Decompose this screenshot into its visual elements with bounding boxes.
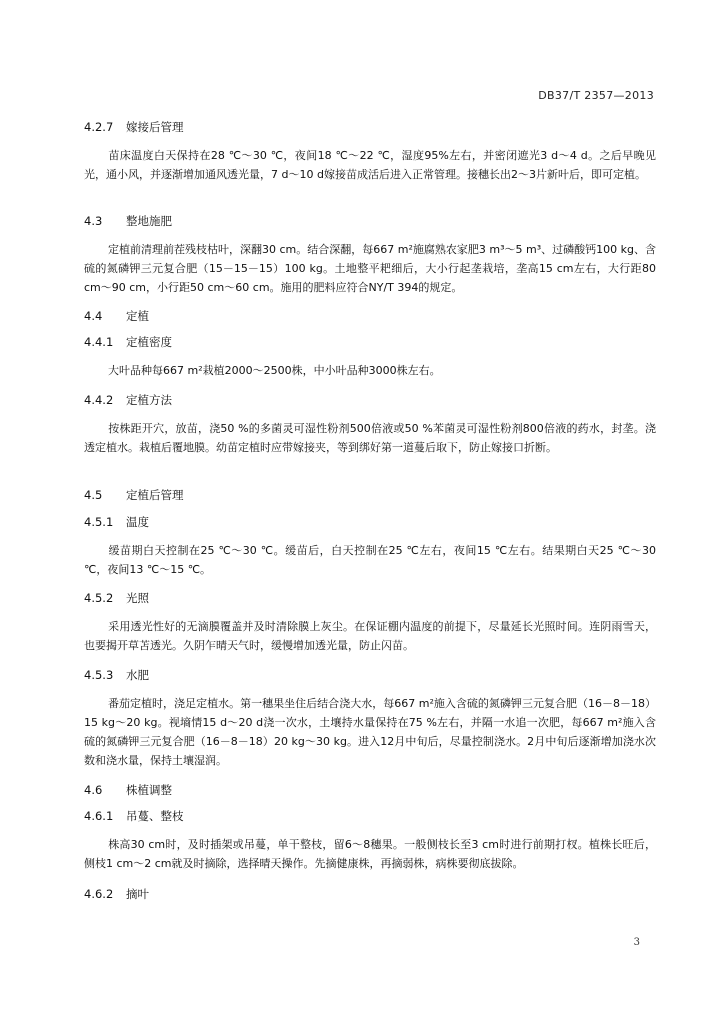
section-number: 4.5.3 [84, 668, 114, 682]
section-number: 4.2.7 [84, 120, 114, 134]
section-number: 4.5 [84, 488, 103, 502]
section-number: 4.4.2 [84, 393, 114, 407]
section-title: 整地施肥 [126, 214, 172, 228]
section-paragraph [84, 541, 656, 579]
page-number: 3 [633, 937, 640, 948]
section-number: 4.3 [84, 214, 103, 228]
section-title: 嫁接后管理 [126, 120, 184, 134]
paragraph-text: 采用透光性好的无滴膜覆盖并及时清除膜上灰尘。在保证棚内温度的前提下，尽量延长光照时间。连阴雨雪天，也要揭开草苫透光。久阴乍晴天气时，缓慢增加透光量，防止闪苗。 [84, 620, 656, 652]
section-heading [84, 808, 184, 824]
paragraph-text: 番茄定植时，浇足定植水。第一穗果坐住后结合浇大水，每667 m²施入含硫的氮磷钾三元复合肥（16－8－18）15 kg～20 kg。视墒情15 d～20 d浇一次水，土壤持水量保持在75 %左右，并隔一水追一次肥，每667 m²施入含硫的氮磷钾三元复合肥（16－8－18）20 kg～30 kg。进入12月中旬后，尽量控制浇水。2月中旬后逐渐增加浇水次数和浇水量，保持土壤湿润。 [84, 697, 656, 767]
section-paragraph [84, 361, 656, 380]
section-paragraph [84, 146, 656, 184]
section-number: 4.5.1 [84, 515, 114, 529]
section-heading [84, 782, 172, 798]
section-number: 4.6.2 [84, 887, 114, 901]
section-title: 吊蔓、整枝 [126, 809, 184, 823]
section-heading [84, 213, 172, 229]
section-heading [84, 667, 149, 683]
paragraph-text: 大叶品种每667 m²栽植2000～2500株，中小叶品种3000株左右。 [108, 364, 441, 377]
section-title: 定植方法 [126, 393, 172, 407]
section-title: 株植调整 [126, 783, 172, 797]
section-heading [84, 119, 184, 135]
section-paragraph [84, 694, 656, 770]
section-heading [84, 590, 149, 606]
section-heading [84, 487, 184, 503]
section-number: 4.4 [84, 309, 103, 323]
section-paragraph [84, 617, 656, 655]
paragraph-text: 定植前清理前茬残枝枯叶，深翻30 cm。结合深翻，每667 m²施腐熟农家肥3 m³～5 m³、过磷酸钙100 kg、含硫的氮磷钾三元复合肥（15－15－15）100 kg。土地整平耙细后，大小行起垄栽培，垄高15 cm左右，大行距80 cm～90 cm，小行距50 cm～60 cm。施用的肥料应符合NY/T 394的规定。 [84, 243, 656, 294]
section-title: 定植密度 [126, 335, 172, 349]
standard-code: DB37/T 2357—2013 [538, 89, 654, 102]
section-title: 定植 [126, 309, 149, 323]
section-title: 摘叶 [126, 887, 149, 901]
section-heading [84, 392, 172, 408]
section-paragraph [84, 835, 656, 873]
section-title: 温度 [126, 515, 149, 529]
section-paragraph [84, 419, 656, 457]
section-title: 水肥 [126, 668, 149, 682]
section-title: 定植后管理 [126, 488, 184, 502]
section-heading [84, 334, 172, 350]
section-heading [84, 308, 149, 324]
section-heading [84, 886, 149, 902]
section-title: 光照 [126, 591, 149, 605]
paragraph-text: 株高30 cm时，及时插架或吊蔓，单干整枝，留6～8穗果。一般侧枝长至3 cm时进行前期打杈。植株长旺后，侧枝1 cm～2 cm就及时摘除，选择晴天操作。先摘健康株，再摘弱株，病株要彻底拔除。 [84, 838, 656, 870]
paragraph-text: 苗床温度白天保持在28 ℃～30 ℃，夜间18 ℃～22 ℃，湿度95%左右，并密闭遮光3 d～4 d。之后早晚见光，通小风，并逐渐增加通风透光量，7 d～10 d嫁接苗成活后进入正常管理。接穗长出2～3片新叶后，即可定植。 [84, 149, 656, 181]
section-number: 4.6.1 [84, 809, 114, 823]
section-paragraph [84, 240, 656, 297]
section-number: 4.5.2 [84, 591, 114, 605]
section-heading [84, 514, 149, 530]
paragraph-text: 缓苗期白天控制在25 ℃～30 ℃。缓苗后，白天控制在25 ℃左右，夜间15 ℃左右。结果期白天25 ℃～30 ℃，夜间13 ℃～15 ℃。 [84, 544, 656, 576]
section-number: 4.4.1 [84, 335, 114, 349]
paragraph-text: 按株距开穴，放苗，浇50 %的多菌灵可湿性粉剂500倍液或50 %苯菌灵可湿性粉剂800倍液的药水，封垄。浇透定植水。栽植后覆地膜。幼苗定植时应带嫁接夹，等到绑好第一道蔓后取下，防止嫁接口折断。 [84, 422, 656, 454]
section-number: 4.6 [84, 783, 103, 797]
